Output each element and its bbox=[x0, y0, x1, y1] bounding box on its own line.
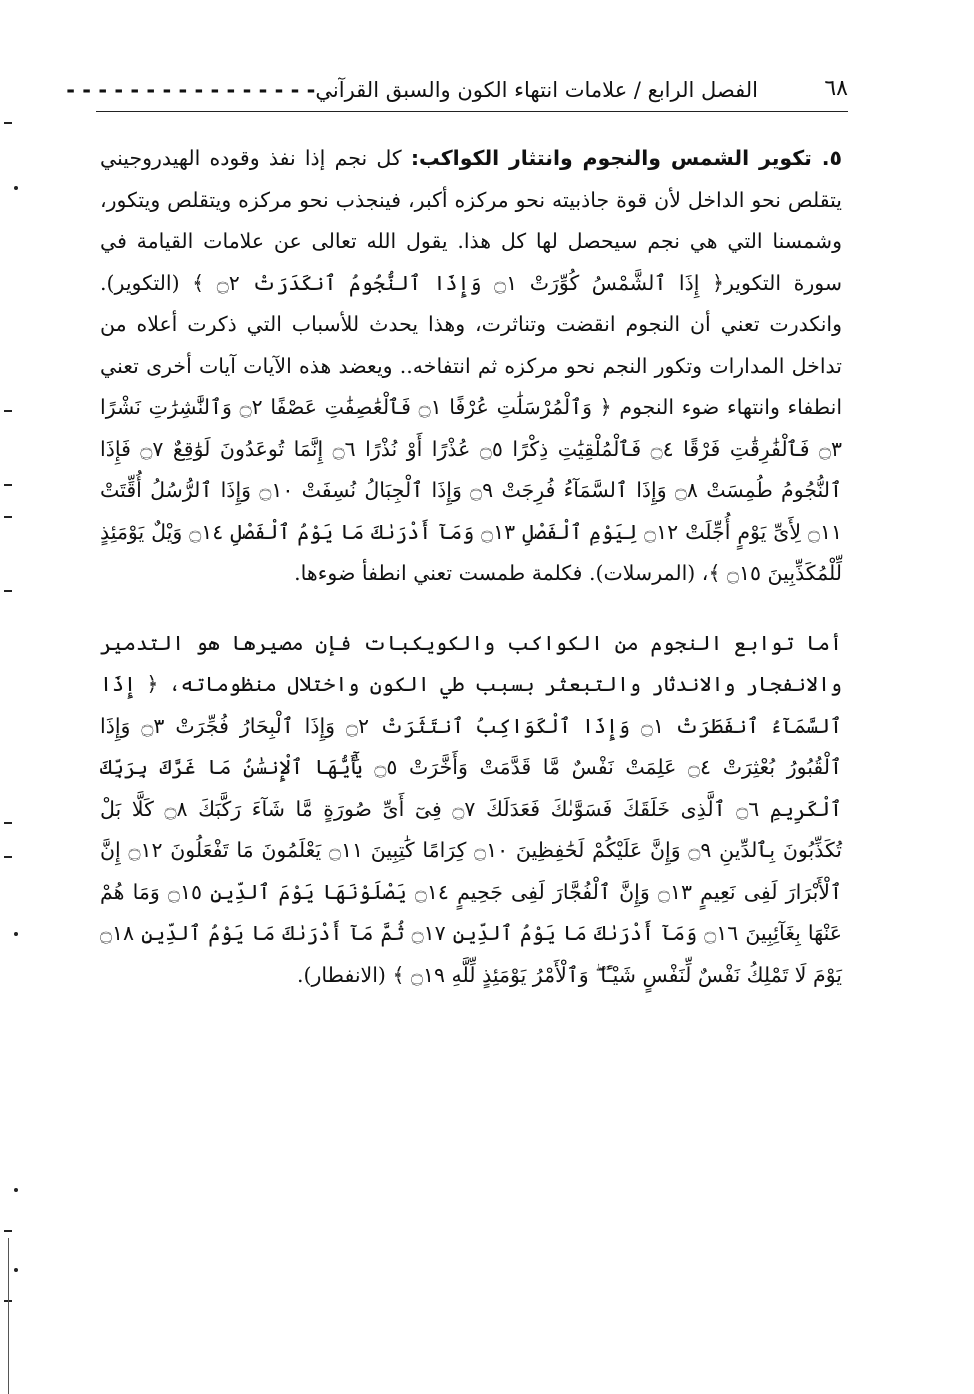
running-title bbox=[56, 78, 758, 102]
paragraph-text: أما توابع النجوم من الكواكب والكويكبات فإن مصيرها هو التدمير والانفجار والاندثار والتبعثر بسبب طي الكون واختلال منظوماته، bbox=[100, 630, 842, 696]
margin-dot bbox=[14, 186, 18, 190]
section-heading: ٥. تكوير الشمس والنجوم وانتثار الكواكب: bbox=[410, 146, 842, 170]
margin-tick bbox=[4, 590, 12, 592]
paragraph-text: (التكوير). وانكدرت تعني أن النجوم انقضت وتناثرت، وهذا يحدث للأسباب التي ذكرت أعلاه من تداخل المدارات وتكور النجم نحو مركزه ثم انتفاخه.. ويعضد هذه الآيات آيات أخرى تعني انطفاء وانتهاء ضوء النجوم bbox=[100, 270, 843, 419]
margin-tick bbox=[4, 1230, 12, 1232]
quran-verse: ﴿ وَٱلْمُرْسَلَٰتِ عُرْفًا ۝١ فَٱلْعَٰصِفَٰتِ عَصْفًا ۝٢ وَٱلنَّٰشِرَٰتِ نَشْرًا ۝٣ فَٱلْفَٰرِقَٰتِ فَرْقًا ۝٤ فَٱلْمُلْقِيَٰتِ ذِكْرًا ۝٥ عُذْرًا أَوْ نُذْرًا ۝٦ إِنَّمَا تُوعَدُونَ لَوَٰقِعٌ ۝٧ فَإِذَا ٱلنُّجُومُ طُمِسَتْ ۝٨ وَإِذَا ٱلسَّمَآءُ فُرِجَتْ ۝٩ وَإِذَا ٱلْجِبَالُ نُسِفَتْ ۝١٠ وَإِذَا ٱلرُّسُلُ أُقِّتَتْ ۝١١ لِأَىِّ يَوْمٍ أُجِّلَتْ ۝١٢ لِيَوْمِ ٱلْفَصْلِ ۝١٣ وَمَآ أَدْرَىٰكَ مَا يَوْمُ ٱلْفَصْلِ ۝١٤ وَيْلٌ يَوْمَئِذٍ لِّلْمُكَذِّبِينَ ۝١٥ ﴾ bbox=[100, 395, 843, 585]
margin-dot bbox=[14, 1188, 18, 1192]
paragraph-text: ، (المرسلات). فكلمة طمست تعني انطفأ ضوءها. bbox=[294, 561, 709, 585]
margin-tick bbox=[4, 484, 12, 486]
margin-tick bbox=[4, 516, 12, 518]
margin-rule bbox=[8, 1238, 9, 1394]
margin-tick bbox=[4, 410, 12, 412]
paragraph-text: (الانفطار). bbox=[296, 962, 393, 987]
margin-tick bbox=[4, 122, 12, 124]
page-header bbox=[66, 72, 848, 112]
scan-margin-marks bbox=[0, 0, 30, 1394]
running-title-text: الفصل الرابع / علامات انتهاء الكون والسبق القرآني bbox=[315, 78, 758, 102]
margin-dot bbox=[14, 932, 18, 936]
quran-verse: ﴿ إِذَا ٱلشَّمْسُ كُوِّرَتْ ۝١ وَإِذَا ٱلنُّجُومُ ٱنكَدَرَتْ ۝٢ ﴾ bbox=[192, 270, 724, 295]
paragraph bbox=[100, 138, 842, 595]
margin-tick bbox=[4, 822, 12, 824]
margin-dot bbox=[14, 1268, 18, 1272]
header-rule bbox=[96, 111, 848, 112]
paragraph-text: كل نجم إذا نفذ وقوده الهيدروجيني يتقلص نحو الداخل لأن قوة جاذبيته نحو مركزه أكبر، فينجذب نحو مركزه ويتقلص ويتكور، وشمسنا التي هي نجم سيحصل لها كل هذا. يقول الله تعالى عن علامات القيامة في سورة التكوير bbox=[100, 146, 842, 295]
page-number: ٦٨ bbox=[824, 76, 848, 101]
paragraph bbox=[100, 623, 842, 997]
body-text bbox=[100, 138, 842, 996]
margin-tick bbox=[4, 856, 12, 858]
quran-verse: ﴿ إِذَا ٱلسَّمَآءُ ٱنفَطَرَتْ ۝١ وَإِذَا ٱلْكَوَاكِبُ ٱنتَثَرَتْ ۝٢ وَإِذَا ٱلْبِحَارُ فُجِّرَتْ ۝٣ وَإِذَا ٱلْقُبُورُ بُعْثِرَتْ ۝٤ عَلِمَتْ نَفْسٌ مَّا قَدَّمَتْ وَأَخَّرَتْ ۝٥ يَٰٓأَيُّهَا ٱلْإِنسَٰنُ مَا غَرَّكَ بِرَبِّكَ ٱلْكَرِيمِ ۝٦ ٱلَّذِى خَلَقَكَ فَسَوَّىٰكَ فَعَدَلَكَ ۝٧ فِىٓ أَىِّ صُورَةٍ مَّا شَآءَ رَكَّبَكَ ۝٨ كَلَّا بَلْ تُكَذِّبُونَ بِٱلدِّينِ ۝٩ وَإِنَّ عَلَيْكُمْ لَحَٰفِظِينَ ۝١٠ كِرَامًا كَٰتِبِينَ ۝١١ يَعْلَمُونَ مَا تَفْعَلُونَ ۝١٢ إِنَّ ٱلْأَبْرَارَ لَفِى نَعِيمٍ ۝١٣ وَإِنَّ ٱلْفُجَّارَ لَفِى جَحِيمٍ ۝١٤ يَصْلَوْنَهَا يَوْمَ ٱلدِّينِ ۝١٥ وَمَا هُمْ عَنْهَا بِغَآئِبِينَ ۝١٦ وَمَآ أَدْرَىٰكَ مَا يَوْمُ ٱلدِّينِ ۝١٧ ثُمَّ مَآ أَدْرَىٰكَ مَا يَوْمُ ٱلدِّينِ ۝١٨ يَوْمَ لَا تَمْلِكُ نَفْسٌ لِّنَفْسٍ شَيْـًٔا ۖ وَٱلْأَمْرُ يَوْمَئِذٍ لِّلَّهِ ۝١٩ ﴾ bbox=[100, 672, 843, 987]
header-dashes: - - - - - - - - - - - - - - - - bbox=[66, 78, 316, 102]
